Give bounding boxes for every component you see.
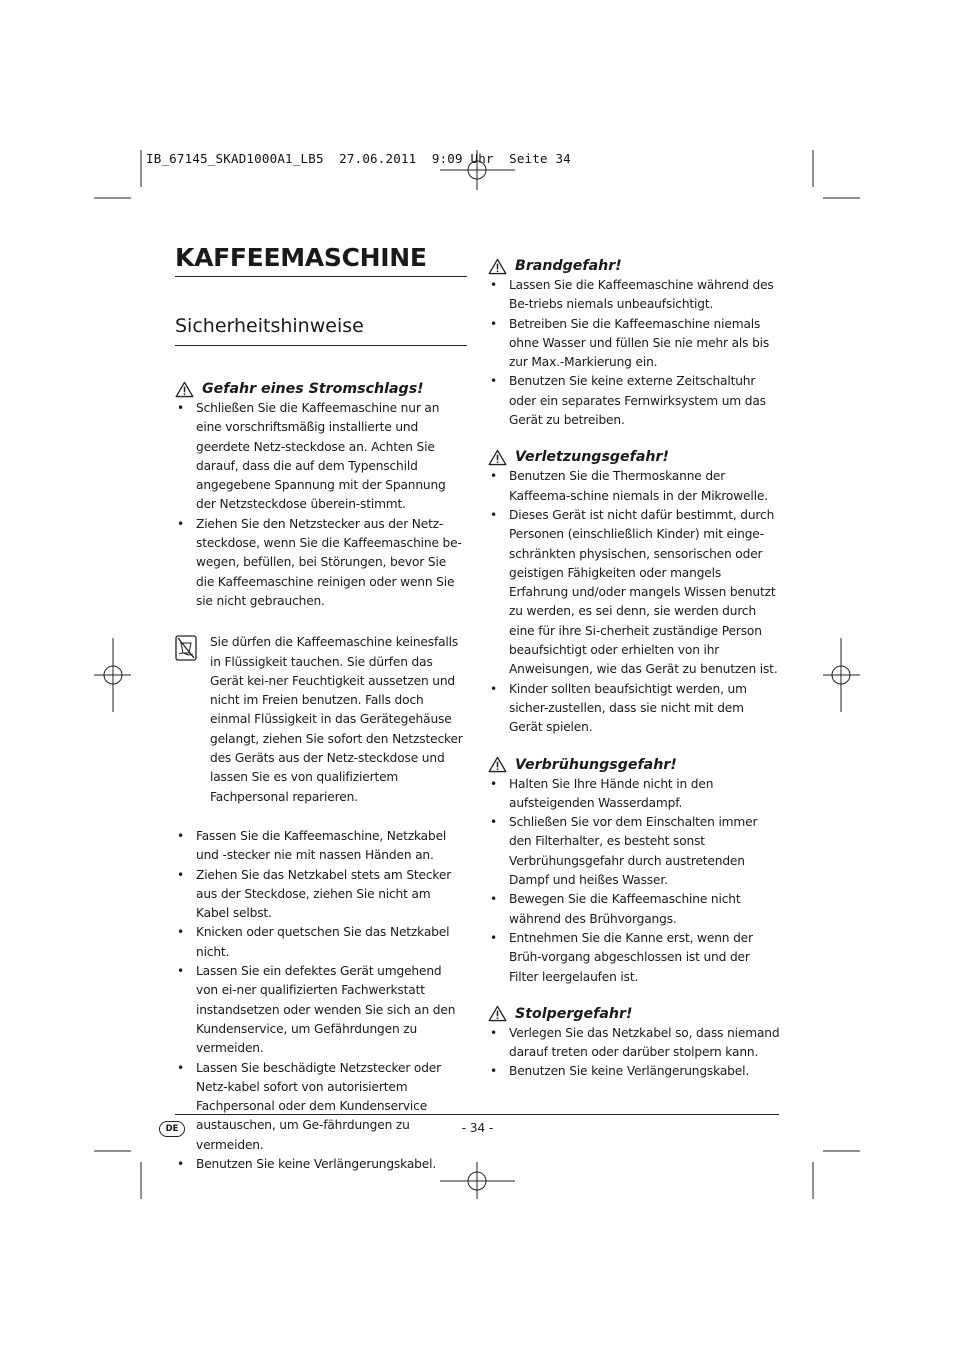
injury-list [488,467,780,737]
fire-heading [488,256,780,276]
notice-text: Sie dürfen die Kaffeemaschine keinesfalls in Flüssigkeit tauchen. Sie dürfen das Gerät kei-ner Feuchtigkeit aussetzen und nicht im Freien benutzen. Falls doch einmal Flüssigkeit in das Gerätegehäuse gelangt, ziehen Sie sofort den Netzstecker des Geräts aus der Netz-steckdose und lassen Sie es von qualifiziertem Fachpersonal reparieren. [210,635,463,804]
warning-triangle-icon [175,381,194,398]
trip-heading-text: Stolpergefahr! [515,1005,633,1022]
list-item: • Bewegen Sie die Kaffeemaschine nicht während des Brühvorgangs. [488,890,780,929]
trip-section [488,1004,780,1082]
no-immersion-icon [175,635,197,661]
list-item: • Betreiben Sie die Kaffeemaschine niemals ohne Wasser und füllen Sie nie mehr als bis zur Max.-Markierung ein. [488,315,780,373]
trip-list [488,1024,780,1082]
list-item: • Benutzen Sie die Thermoskanne der Kaffeema-schine niemals in der Mikrowelle. [488,467,780,506]
electric-heading-text: Gefahr eines Stromschlags! [202,381,424,397]
list-item: • Halten Sie Ihre Hände nicht in den aufsteigenden Wasserdampf. [488,775,780,814]
no-immersion-notice [175,633,467,807]
fire-heading-text: Brandgefahr! [515,258,622,274]
electric-heading [175,379,467,399]
print-slug: IB_67145_SKAD1000A1_LB5 27.06.2011 9:09 Uhr Seite 34 [146,151,571,166]
electric-list-2 [175,827,467,1174]
list-item: • Fassen Sie die Kaffeemaschine, Netzkabel und -stecker nie mit nassen Händen an. [175,827,467,866]
scald-section [488,755,780,987]
scald-heading [488,755,780,775]
fire-section [488,256,780,430]
list-item: • Schließen Sie vor dem Einschalten immer den Filterhalter, es besteht sonst Verbrühungsgefahr durch austretenden Dampf und heißes Wasser. [488,813,780,890]
list-item: • Schließen Sie die Kaffeemaschine nur an eine vorschriftsmäßig installierte und geerdete Netz-steckdose an. Achten Sie darauf, dass die auf dem Typenschild angegebene Spannung mit der Spannung der Netzsteckdose überein-stimmt. [175,399,467,515]
list-item: • Lassen Sie beschädigte Netzstecker oder Netz-kabel sofort von autorisiertem Fachpersonal oder dem Kundenservice austauschen, um Ge-fährdungen zu vermeiden. [175,1059,467,1155]
right-column [488,256,780,1082]
list-item: • Ziehen Sie das Netzkabel stets am Stecker aus der Steckdose, ziehen Sie nicht am Kabel selbst. [175,866,467,924]
warning-triangle-icon [488,258,507,275]
page-number: - 34 - [461,1121,494,1135]
list-item: • Ziehen Sie den Netzstecker aus der Netz-steckdose, wenn Sie die Kaffeemaschine be-wegen, befüllen, bei Störungen, bevor Sie die Kaffeemaschine reinigen oder wenn Sie sie nicht gebrauchen. [175,515,467,611]
warning-triangle-icon [488,449,507,466]
electric-list [175,399,467,611]
footer-rule [175,1114,779,1115]
warning-triangle-icon [488,756,507,773]
list-item: • Dieses Gerät ist nicht dafür bestimmt, durch Personen (einschließlich Kinder) mit einge-schränkten physischen, sensorischen oder geistigen Fähigkeiten oder mangels Erfahrung und/oder mangels Wissen benutzt zu werden, es sei denn, sie werden durch eine für ihre Si-cherheit zuständige Person beaufsichtigt oder erhielten von ihr Anweisungen, wie das Gerät zu benutzen ist. [488,506,780,680]
list-item: • Verlegen Sie das Netzkabel so, dass niemand darauf treten oder darüber stolpern kann. [488,1024,780,1063]
list-item: • Entnehmen Sie die Kanne erst, wenn der Brüh-vorgang abgeschlossen ist und der Filter leergelaufen ist. [488,929,780,987]
list-item: • Kinder sollten beaufsichtigt werden, um sicher-zustellen, dass sie nicht mit dem Gerät spielen. [488,680,780,738]
electric-section [175,379,467,1174]
scald-heading-text: Verbrühungsgefahr! [515,756,677,773]
trip-heading [488,1004,780,1024]
list-item: • Benutzen Sie keine externe Zeitschaltuhr oder ein separates Fernwirksystem um das Gerät zu betreiben. [488,372,780,430]
page-title: KAFFEEMASCHINE [175,240,467,277]
list-item: • Benutzen Sie keine Verlängerungskabel. [175,1155,467,1174]
list-item: • Lassen Sie ein defektes Gerät umgehend von ei-ner qualifizierten Fachwerkstatt instandsetzen oder wenden Sie sich an den Kundenservice, um Gefährdungen zu vermeiden. [175,962,467,1058]
list-item: • Benutzen Sie keine Verlängerungskabel. [488,1062,780,1081]
section-subtitle: Sicherheitshinweise [175,313,467,346]
list-item: • Knicken oder quetschen Sie das Netzkabel nicht. [175,923,467,962]
list-item: • Lassen Sie die Kaffeemaschine während des Be-triebs niemals unbeaufsichtigt. [488,276,780,315]
injury-section [488,447,780,737]
warning-triangle-icon [488,1005,507,1022]
language-badge: DE [159,1121,185,1137]
injury-heading-text: Verletzungsgefahr! [515,449,669,466]
injury-heading [488,447,780,467]
fire-list [488,276,780,430]
scald-list [488,775,780,987]
left-column [175,240,467,1174]
